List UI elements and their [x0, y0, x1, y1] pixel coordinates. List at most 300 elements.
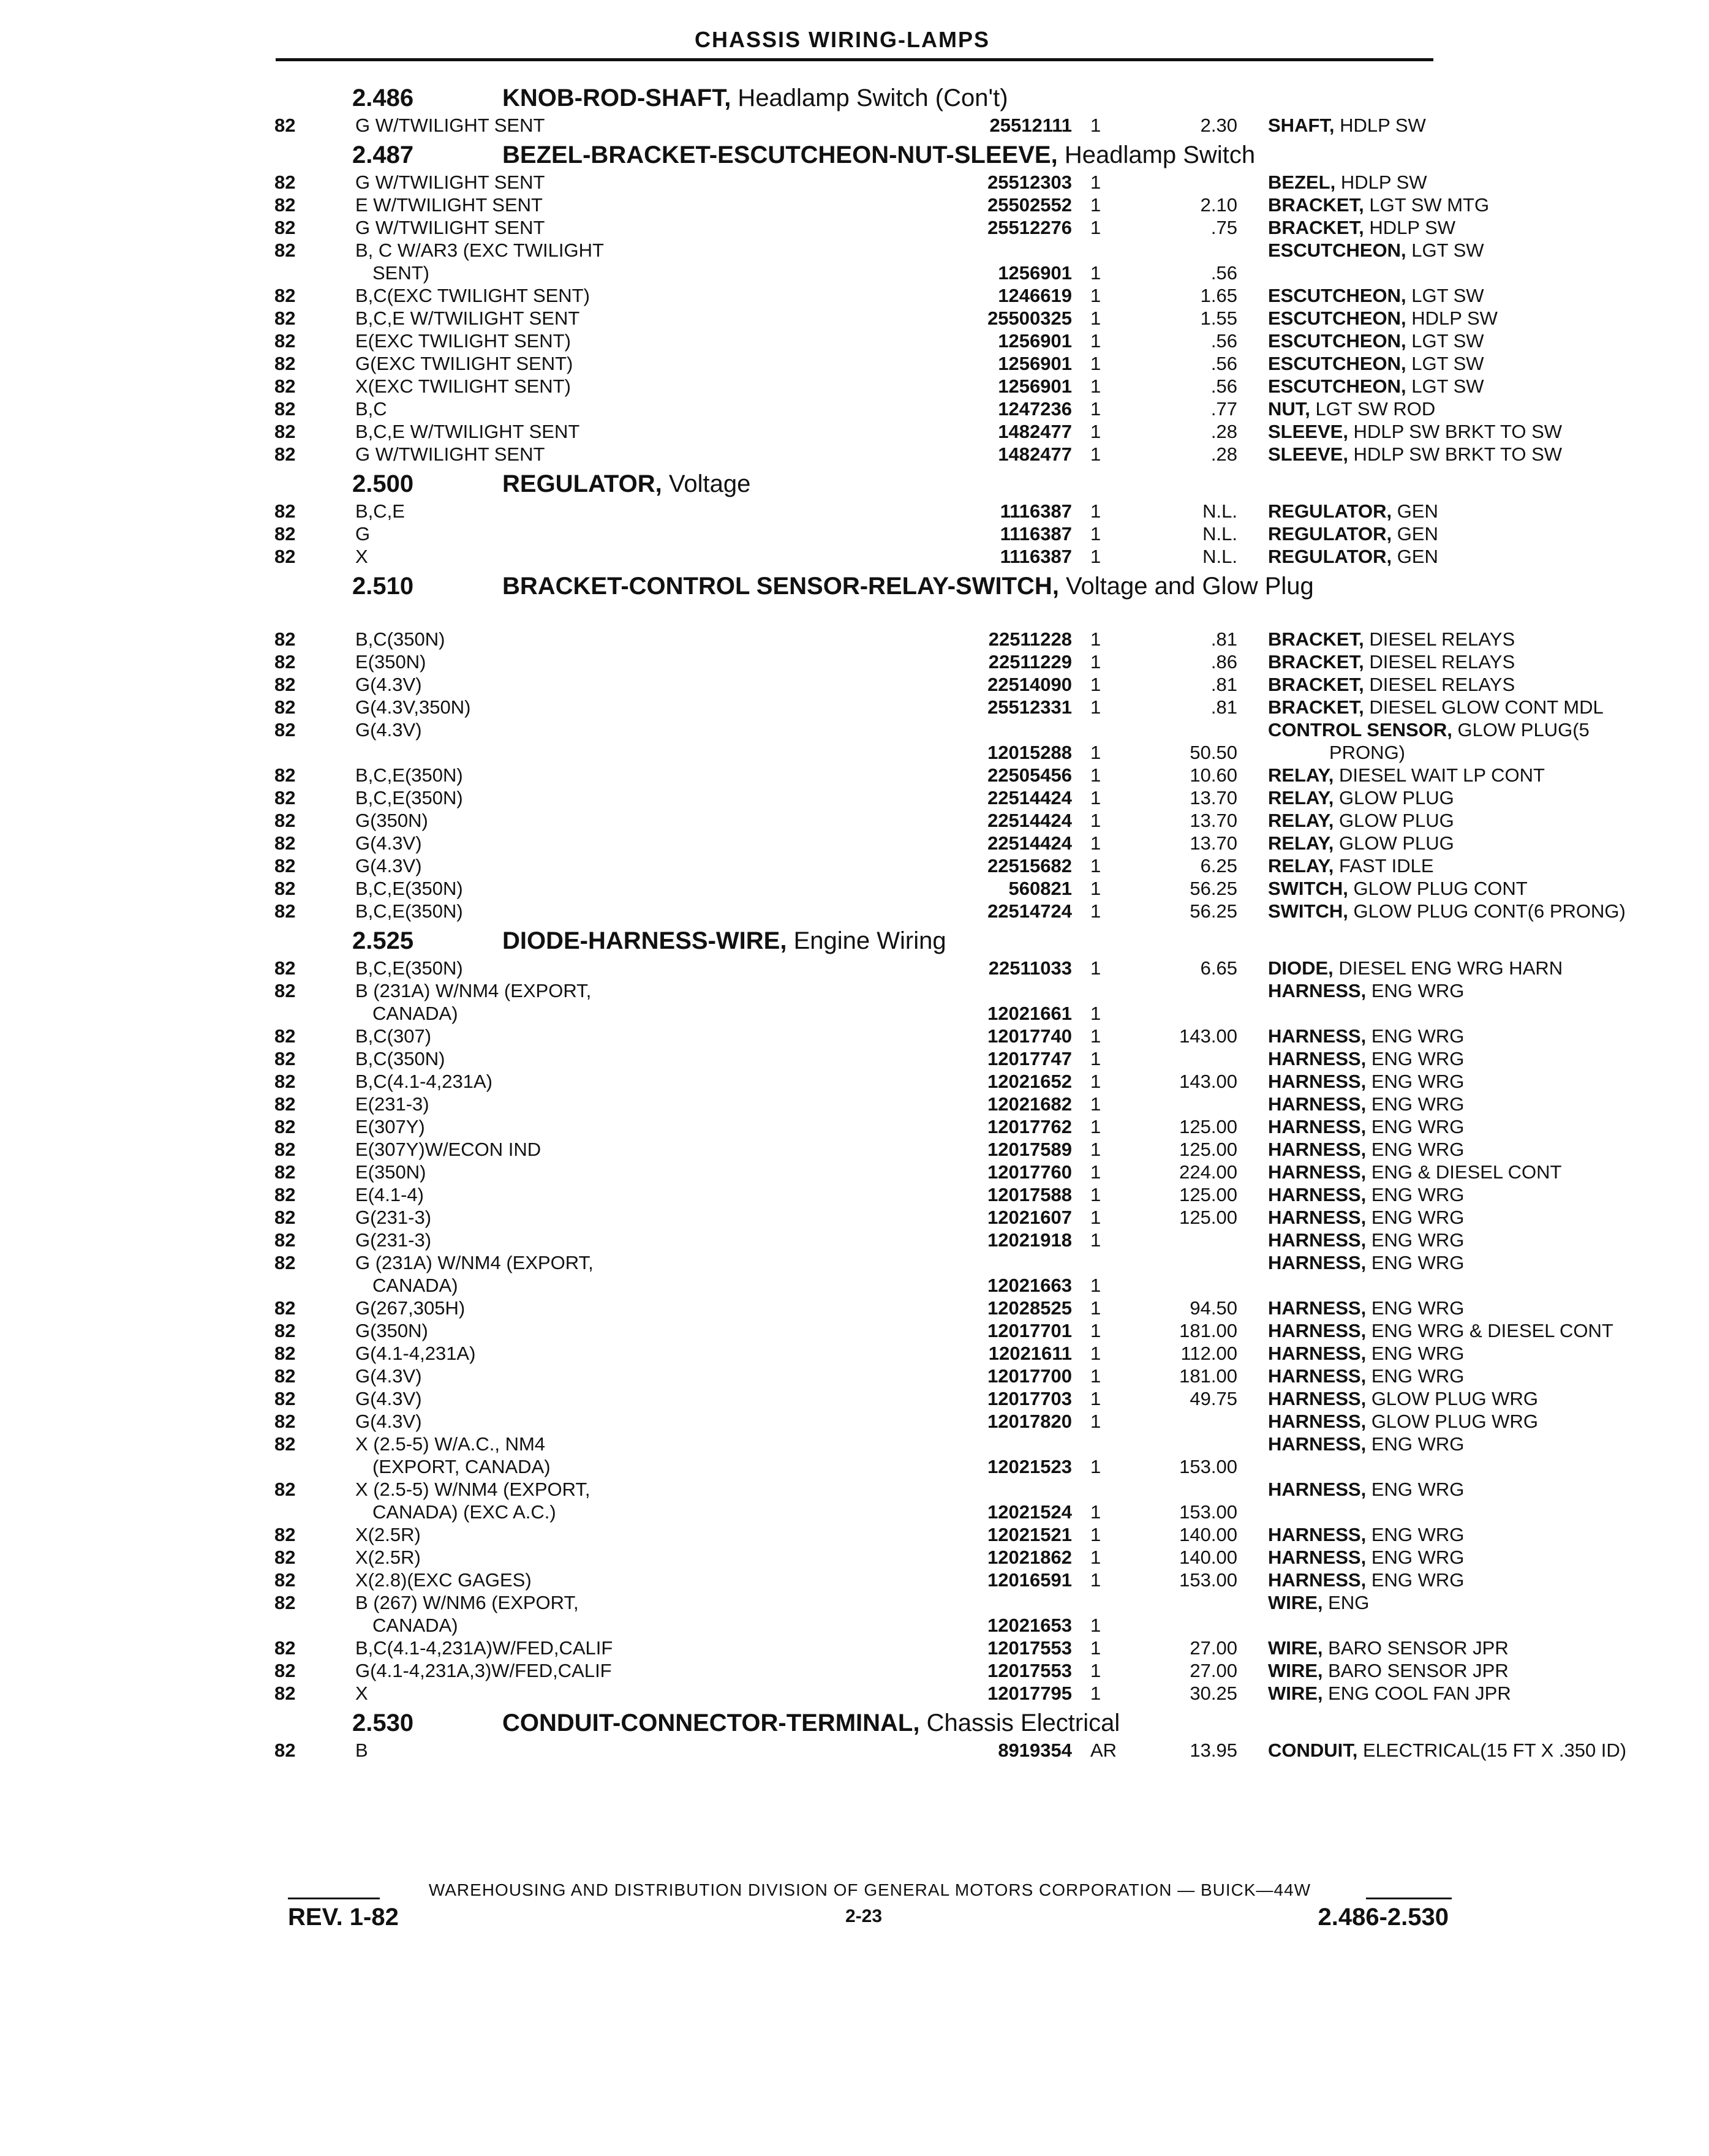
description-noun: WIRE,: [1268, 1683, 1323, 1704]
application-line: B,C,E(350N): [355, 900, 463, 922]
description: [1268, 284, 1709, 307]
description-detail: GEN: [1392, 546, 1438, 567]
model-year: 82: [274, 523, 296, 545]
application: [355, 1682, 949, 1705]
parts-row: [270, 171, 1452, 194]
description-noun: HARNESS,: [1268, 1388, 1367, 1409]
application-line: G(4.3V): [355, 832, 422, 854]
application: [355, 1251, 949, 1297]
application-line: B,C,E(350N): [355, 787, 463, 809]
description-detail: GLOW PLUG WRG: [1366, 1388, 1538, 1409]
application-line: X: [355, 546, 368, 567]
description-detail: ENG WRG: [1366, 1524, 1465, 1545]
parts-row: [270, 398, 1452, 420]
parts-row: [270, 545, 1452, 568]
description-detail: ENG WRG: [1366, 1343, 1465, 1364]
description-detail: ENG WRG: [1366, 1207, 1465, 1228]
part-number: 12017553: [987, 1660, 1072, 1681]
part-number: 22511033: [988, 957, 1072, 979]
price: .81: [1210, 628, 1237, 650]
description: [1268, 1161, 1709, 1183]
description-noun: REGULATOR,: [1268, 546, 1392, 567]
model-year: 82: [274, 1229, 296, 1251]
description-noun: HARNESS,: [1268, 1297, 1367, 1319]
part-number: 12017589: [987, 1139, 1072, 1160]
section-title-rest: Engine Wiring: [787, 927, 946, 954]
description: [1268, 1115, 1709, 1138]
application-line: B: [355, 1740, 368, 1761]
description-detail: GLOW PLUG: [1334, 810, 1454, 831]
description-detail: GLOW PLUG CONT: [1348, 878, 1528, 899]
parts-row: [270, 696, 1604, 718]
parts-row: [270, 809, 1452, 832]
application: [355, 1569, 949, 1591]
model-year: 82: [274, 115, 296, 136]
part-number: 12021661: [987, 1003, 1072, 1024]
application-line: G(4.3V): [355, 1411, 422, 1432]
application: [355, 239, 949, 284]
parts-row: [270, 1093, 1465, 1115]
description-detail: ENG: [1322, 1592, 1370, 1613]
parts-row: [270, 957, 1563, 979]
part-number: 12021524: [987, 1501, 1072, 1523]
price: 125.00: [1179, 1116, 1237, 1137]
description-detail: HDLP SW: [1364, 217, 1456, 238]
price: .86: [1210, 651, 1237, 673]
quantity: 1: [1090, 628, 1101, 650]
quantity: 1: [1090, 810, 1101, 831]
parts-row: [270, 1251, 1465, 1297]
application-line: G(350N): [355, 1320, 428, 1341]
description-noun: HARNESS,: [1268, 1343, 1367, 1364]
section-heading: [270, 137, 1452, 171]
description-detail: GLOW PLUG: [1334, 832, 1454, 854]
description-detail: ENG WRG: [1366, 1569, 1465, 1591]
quantity: 1: [1090, 1320, 1101, 1341]
part-number: 12017553: [987, 1637, 1072, 1659]
parts-row: [270, 1183, 1465, 1206]
description-noun: CONTROL SENSOR,: [1268, 719, 1452, 741]
application: [355, 1025, 949, 1047]
quantity: 1: [1090, 1343, 1101, 1364]
parts-row: [270, 718, 1590, 764]
section-heading: [270, 1705, 1452, 1739]
quantity: 1: [1090, 1093, 1101, 1115]
description-noun: WIRE,: [1268, 1592, 1323, 1613]
parts-row: [270, 1297, 1465, 1319]
part-number: 25512276: [987, 217, 1072, 238]
model-year: 82: [274, 855, 296, 876]
part-number: 22514424: [987, 810, 1072, 831]
application-line: X (2.5-5) W/A.C., NM4: [355, 1433, 546, 1455]
description: [1268, 420, 1709, 443]
description: [1268, 114, 1709, 137]
part-number: 12017795: [987, 1683, 1072, 1704]
application-line: X: [355, 1683, 368, 1704]
description: [1268, 1637, 1709, 1659]
application-line: X(2.8)(EXC GAGES): [355, 1569, 532, 1591]
section-number: 2.500: [352, 470, 414, 497]
model-year: 82: [274, 957, 296, 979]
section-number: 2.510: [352, 573, 414, 600]
model-year: 82: [274, 421, 296, 442]
description-noun: HARNESS,: [1268, 1365, 1367, 1387]
parts-row: [270, 1410, 1538, 1433]
application-line: G(231-3): [355, 1207, 432, 1228]
quantity: 1: [1090, 1411, 1101, 1432]
price: .56: [1210, 330, 1237, 352]
application-line: B,C(307): [355, 1025, 432, 1047]
description-detail: GEN: [1392, 500, 1438, 522]
price: .56: [1210, 262, 1237, 284]
section-title: [502, 470, 1397, 497]
part-number: 1482477: [998, 421, 1072, 442]
application-line: E(307Y)W/ECON IND: [355, 1139, 541, 1160]
model-year: 82: [274, 1297, 296, 1319]
application-line: B,C,E W/TWILIGHT SENT: [355, 421, 580, 442]
application: [355, 1115, 949, 1138]
parts-row: [270, 1637, 1509, 1659]
part-number: 1482477: [998, 443, 1072, 465]
description: [1268, 1025, 1709, 1047]
description: [1268, 194, 1709, 216]
application: [355, 786, 949, 809]
quantity: 1: [1090, 353, 1101, 374]
application-line: B,C(350N): [355, 628, 445, 650]
description-noun: RELAY,: [1268, 787, 1334, 809]
application: [355, 628, 949, 650]
model-year: 82: [274, 1025, 296, 1047]
model-year: 82: [274, 1592, 296, 1613]
model-year: 82: [274, 1637, 296, 1659]
price: 125.00: [1179, 1139, 1237, 1160]
quantity: 1: [1090, 115, 1101, 136]
model-year: 82: [274, 1093, 296, 1115]
quantity: 1: [1090, 696, 1101, 718]
quantity: 1: [1090, 421, 1101, 442]
model-year: 82: [274, 1547, 296, 1568]
parts-row: [270, 628, 1515, 650]
parts-row: [270, 1659, 1509, 1682]
description: [1268, 375, 1709, 398]
description-noun: HARNESS,: [1268, 1071, 1367, 1092]
description-detail: ENG WRG: [1366, 1139, 1465, 1160]
description-noun: REGULATOR,: [1268, 523, 1392, 545]
application-line: E(231-3): [355, 1093, 429, 1115]
description-noun: HARNESS,: [1268, 1139, 1367, 1160]
description: [1268, 443, 1709, 466]
description-detail: LGT SW: [1406, 239, 1484, 261]
application-line: CANADA): [372, 1615, 458, 1636]
application-line: B,C,E(350N): [355, 957, 463, 979]
description-noun: SWITCH,: [1268, 878, 1348, 899]
part-number: 12017740: [987, 1025, 1072, 1047]
application: [355, 443, 949, 466]
part-number: 22514724: [987, 900, 1072, 922]
application: [355, 114, 949, 137]
description-noun: HARNESS,: [1268, 1093, 1367, 1115]
description-detail: HDLP SW BRKT TO SW: [1348, 443, 1563, 465]
application: [355, 1433, 949, 1478]
application-line: B,C,E W/TWILIGHT SENT: [355, 307, 580, 329]
parts-catalog: [270, 80, 1627, 1762]
model-year: 82: [274, 696, 296, 718]
description-detail: BARO SENSOR JPR: [1322, 1637, 1509, 1659]
model-year: 82: [274, 1569, 296, 1591]
description-noun: HARNESS,: [1268, 1569, 1367, 1591]
description: [1268, 1342, 1709, 1365]
description-noun: BRACKET,: [1268, 674, 1364, 695]
model-year: 82: [274, 832, 296, 854]
part-number: 1256901: [998, 262, 1072, 284]
description-detail: HDLP SW: [1335, 172, 1427, 193]
model-year: 82: [274, 1252, 296, 1273]
quantity: 1: [1090, 217, 1101, 238]
description: [1268, 1047, 1709, 1070]
application: [355, 979, 949, 1025]
description-noun: REGULATOR,: [1268, 500, 1392, 522]
parts-row: [270, 307, 1498, 330]
description: [1268, 522, 1709, 545]
application-line: B,C,E: [355, 500, 405, 522]
part-number: 22511229: [988, 651, 1072, 673]
quantity: 1: [1090, 523, 1101, 545]
application-line: G(4.3V): [355, 1388, 422, 1409]
parts-row: [270, 284, 1484, 307]
section-title-rest: Voltage: [662, 470, 751, 497]
price: 13.70: [1190, 810, 1237, 831]
description-detail: ENG WRG: [1366, 1048, 1465, 1069]
model-year: 82: [274, 1320, 296, 1341]
parts-row: [270, 114, 1452, 137]
price: 125.00: [1179, 1184, 1237, 1205]
description-detail: ENG WRG: [1366, 1547, 1465, 1568]
application-line: G(4.1-4,231A,3)W/FED,CALIF: [355, 1660, 612, 1681]
description: [1268, 1546, 1709, 1569]
application: [355, 1637, 949, 1659]
application: [355, 1365, 949, 1387]
part-number: 12021523: [987, 1456, 1072, 1477]
application: [355, 307, 949, 330]
application: [355, 352, 949, 375]
section-number: 2.530: [352, 1709, 414, 1736]
application: [355, 957, 949, 979]
description-noun: HARNESS,: [1268, 1252, 1367, 1273]
application-line: B,C: [355, 398, 387, 420]
description-noun: SLEEVE,: [1268, 421, 1348, 442]
section-number: 2.487: [352, 141, 414, 168]
description: [1268, 696, 1709, 718]
parts-row: [270, 1739, 1627, 1762]
application-line: B,C(350N): [355, 1048, 445, 1069]
parts-row: [270, 443, 1563, 466]
application-line: G(4.3V): [355, 855, 422, 876]
description-detail: ENG WRG: [1366, 1184, 1465, 1205]
part-number: 1256901: [998, 353, 1072, 374]
price: 27.00: [1190, 1660, 1237, 1681]
application-line: G(4.3V): [355, 719, 422, 741]
quantity: AR: [1090, 1740, 1117, 1761]
quantity: 1: [1090, 1003, 1101, 1024]
price: 30.25: [1190, 1683, 1237, 1704]
application: [355, 171, 949, 194]
parts-row: [270, 1365, 1465, 1387]
description-detail: HDLP SW: [1406, 307, 1498, 329]
part-number: 12017760: [987, 1161, 1072, 1183]
description: [1268, 786, 1709, 809]
description-detail: ENG WRG: [1366, 1025, 1465, 1047]
quantity: 1: [1090, 307, 1101, 329]
description: [1268, 673, 1709, 696]
description-detail: GLOW PLUG CONT(6 PRONG): [1348, 900, 1626, 922]
description-detail: DIESEL RELAYS: [1364, 651, 1515, 673]
application: [355, 375, 949, 398]
application-line: CANADA) (EXC A.C.): [372, 1501, 556, 1523]
description-noun: NUT,: [1268, 398, 1310, 420]
description-detail: FAST IDLE: [1334, 855, 1434, 876]
application: [355, 832, 949, 854]
part-number: 22515682: [987, 855, 1072, 876]
part-number: 1116387: [1000, 500, 1072, 522]
description-noun: HARNESS,: [1268, 1320, 1367, 1341]
price: 13.70: [1190, 832, 1237, 854]
application: [355, 1229, 949, 1251]
description-noun: BRACKET,: [1268, 651, 1364, 673]
page-number: 2-23: [845, 1906, 883, 1926]
section-title-rest: Voltage and Glow Plug: [1058, 573, 1314, 600]
price: 94.50: [1190, 1297, 1237, 1319]
model-year: 82: [274, 1411, 296, 1432]
part-number: 12017747: [987, 1048, 1072, 1069]
description: [1268, 764, 1709, 786]
description-noun: HARNESS,: [1268, 1116, 1367, 1137]
part-number: 22514090: [987, 674, 1072, 695]
description-noun: RELAY,: [1268, 764, 1334, 786]
section-heading: [270, 922, 1452, 957]
application-line: G W/TWILIGHT SENT: [355, 217, 545, 238]
application: [355, 545, 949, 568]
application: [355, 673, 949, 696]
part-number: 22514424: [987, 787, 1072, 809]
quantity: 1: [1090, 1229, 1101, 1251]
application: [355, 1093, 949, 1115]
description-noun: HARNESS,: [1268, 1524, 1367, 1545]
parts-row: [270, 420, 1563, 443]
application: [355, 284, 949, 307]
parts-row: [270, 979, 1465, 1025]
description-noun: SLEEVE,: [1268, 443, 1348, 465]
model-year: 82: [274, 1161, 296, 1183]
application-line: E(307Y): [355, 1116, 425, 1137]
part-number: 8919354: [998, 1740, 1072, 1761]
part-number: 12017820: [987, 1411, 1072, 1432]
description-detail: ENG WRG: [1366, 980, 1465, 1001]
quantity: 1: [1090, 1365, 1101, 1387]
description-detail: GLOW PLUG: [1334, 787, 1454, 809]
quantity: 1: [1090, 1139, 1101, 1160]
price: 153.00: [1179, 1456, 1237, 1477]
part-number: 12021607: [987, 1207, 1072, 1228]
parts-row: [270, 1342, 1465, 1365]
application: [355, 1659, 949, 1682]
quantity: 1: [1090, 1161, 1101, 1183]
description-detail: ENG WRG: [1366, 1071, 1465, 1092]
price: .56: [1210, 375, 1237, 397]
section-title-bold: KNOB-ROD-SHAFT,: [502, 85, 731, 111]
application-line: G W/TWILIGHT SENT: [355, 172, 545, 193]
quantity: 1: [1090, 1025, 1101, 1047]
price: 13.95: [1190, 1740, 1237, 1761]
part-number: 560821: [1008, 878, 1072, 899]
part-number: 12028525: [987, 1297, 1072, 1319]
description: [1268, 1206, 1709, 1229]
description: [1268, 307, 1709, 330]
description-noun: HARNESS,: [1268, 1411, 1367, 1432]
description-noun: RELAY,: [1268, 832, 1334, 854]
section-heading: [270, 568, 1452, 628]
description-detail: ELECTRICAL(15 FT X .350 ID): [1357, 1740, 1627, 1761]
model-year: 82: [274, 353, 296, 374]
description: [1268, 545, 1709, 568]
application: [355, 1047, 949, 1070]
model-year: 82: [274, 719, 296, 741]
quantity: 1: [1090, 1524, 1101, 1545]
model-year: 82: [274, 1479, 296, 1500]
parts-row: [270, 500, 1452, 522]
quantity: 1: [1090, 1048, 1101, 1069]
model-year: 82: [274, 878, 296, 899]
application: [355, 1070, 949, 1093]
description-noun: HARNESS,: [1268, 1207, 1367, 1228]
application-line: E(350N): [355, 651, 426, 673]
description-noun: BRACKET,: [1268, 628, 1364, 650]
section-title: [502, 1709, 1397, 1736]
description: [1268, 1569, 1709, 1591]
description-detail: ENG WRG: [1366, 1116, 1465, 1137]
section-title-bold: CONDUIT-CONNECTOR-TERMINAL,: [502, 1709, 920, 1736]
parts-row: [270, 352, 1484, 375]
description-detail: LGT SW MTG: [1364, 194, 1490, 216]
part-number: 12017700: [987, 1365, 1072, 1387]
price: 143.00: [1179, 1071, 1237, 1092]
price: 125.00: [1179, 1207, 1237, 1228]
section-title-rest: Headlamp Switch (Con't): [731, 85, 1008, 111]
application-line: CANADA): [372, 1003, 458, 1024]
parts-row: [270, 194, 1490, 216]
quantity: 1: [1090, 1569, 1101, 1591]
model-year: 82: [274, 239, 296, 261]
part-number: 12015288: [987, 742, 1072, 763]
quantity: 1: [1090, 1637, 1101, 1659]
description: [1268, 1365, 1709, 1387]
description: [1268, 398, 1709, 420]
quantity: 1: [1090, 1071, 1101, 1092]
model-year: 82: [274, 787, 296, 809]
description-noun: HARNESS,: [1268, 1184, 1367, 1205]
description-noun: HARNESS,: [1268, 1025, 1367, 1047]
description-line-2: PRONG): [1329, 742, 1405, 763]
footer-division-line: WAREHOUSING AND DISTRIBUTION DIVISION OF GENERAL MOTORS CORPORATION — BUICK—44W: [428, 1880, 1311, 1899]
model-year: 82: [274, 172, 296, 193]
price: 2.30: [1200, 115, 1237, 136]
description-noun: ESCUTCHEON,: [1268, 239, 1406, 261]
description: [1268, 1682, 1709, 1705]
quantity: 1: [1090, 194, 1101, 216]
quantity: 1: [1090, 1116, 1101, 1137]
model-year: 82: [274, 1524, 296, 1545]
parts-row: [270, 650, 1515, 673]
parts-row: [270, 1070, 1465, 1093]
